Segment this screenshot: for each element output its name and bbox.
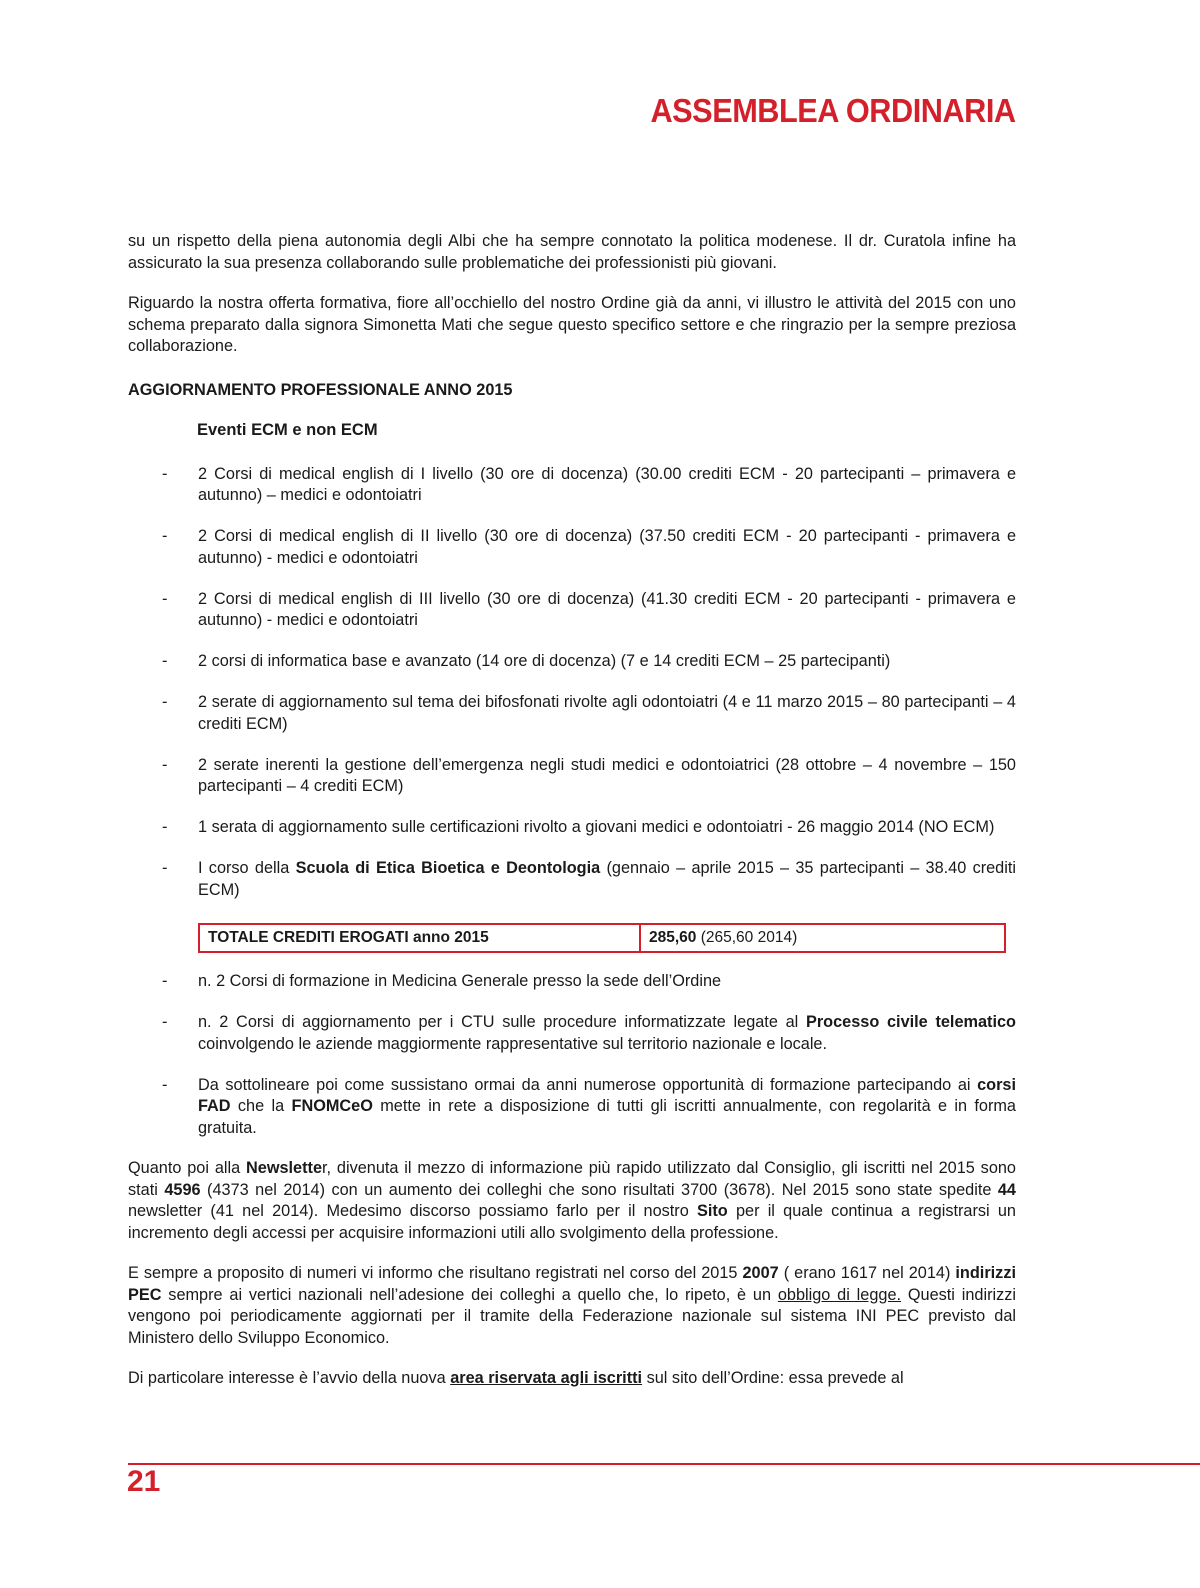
list-item-text: I corso della: [198, 859, 296, 877]
list-item-text: n. 2 Corsi di formazione in Medicina Generale presso la sede dell’Ordine: [198, 972, 722, 990]
list-item: [128, 589, 1016, 632]
school-name: Scuola di Etica Bioetica e Deontologia: [295, 859, 601, 877]
list-item-text: 2 serate di aggiornamento sul tema dei bifosfonati rivolte agli odontoiatri (4 e 11 marzo 2015 – 80 partecipanti – 4 crediti ECM): [198, 693, 1016, 733]
bullet-dash: -: [162, 972, 168, 990]
bullet-dash: -: [162, 693, 168, 711]
reserved-area-link[interactable]: area riservata agli iscritti: [450, 1369, 643, 1387]
paragraph-newsletter: [128, 1158, 1016, 1244]
list-item: [128, 526, 1016, 569]
bullet-dash: -: [162, 1013, 168, 1031]
text-run: Quanto poi alla: [128, 1159, 246, 1177]
text-run: per il quale continua a registrarsi un incremento degli accessi per acquisire informazioni utili allo svolgimento della professione.: [128, 1202, 1016, 1242]
text-run: (4373 nel 2014) con un aumento dei colleghi che sono risultati 3700 (3678). Nel 2015 sono state spedite: [200, 1180, 998, 1199]
pec-term: indirizzi PEC: [128, 1264, 1016, 1304]
page-header-title: ASSEMBLEA ORDINARIA: [650, 92, 1016, 129]
text-run: Di particolare interesse è l’avvio della nuova: [128, 1369, 451, 1387]
total-credits-note: (265,60 2014): [696, 929, 798, 946]
fnomceo: FNOMCeO: [291, 1097, 373, 1115]
list-item-text: 2 Corsi di medical english di III livello (30 ore di docenza) (41.30 crediti ECM - 20 partecipanti - primavera e autunno) - medici e odontoiatri: [198, 589, 1016, 629]
bullet-dash: -: [162, 652, 168, 670]
bullet-dash: -: [162, 464, 168, 483]
obbligo-di-legge: obbligo di legge.: [777, 1285, 902, 1304]
newsletters-sent-count: 44: [997, 1180, 1016, 1199]
bullet-dash: -: [162, 589, 168, 608]
sub-heading: Eventi ECM e non ECM: [197, 421, 378, 439]
processo-civile-telematico: Processo civile telematico: [805, 1013, 1016, 1031]
sito-term: Sito: [697, 1202, 728, 1220]
page-number: 21: [127, 1465, 161, 1498]
list-item-text: coinvolgendo le aziende maggiormente rappresentative sul territorio nazionale e locale.: [198, 1034, 828, 1053]
paragraph-reserved-area: [128, 1368, 1016, 1390]
list-item-text: 2 corsi di informatica base e avanzato (14 ore di docenza) (7 e 14 crediti ECM – 25 partecipanti): [198, 652, 891, 670]
text-run: E sempre a proposito di numeri vi informo che risultano registrati nel corso del 2015: [128, 1264, 743, 1282]
table-row: [199, 924, 1005, 952]
list-item: [128, 651, 1016, 673]
list-item: [128, 755, 1016, 798]
text-run: ( erano 1617 nel 2014): [778, 1264, 956, 1282]
corsi-fad: corsi FAD: [198, 1075, 1016, 1115]
newsletter-term: Newslette: [246, 1159, 323, 1177]
list-item-text: 2 Corsi di medical english di I livello (30 ore di docenza) (30.00 crediti ECM - 20 partecipanti – primavera e autunno) – medici e odontoiatri: [198, 464, 1016, 504]
text-run: Questi indirizzi vengono poi periodicamente aggiornati per il tramite della Federazione nazionale sul sistema INI PEC previsto dal Ministero dello Sviluppo Economico.: [128, 1285, 1017, 1347]
bullet-dash: -: [162, 1075, 168, 1094]
total-credits-label: TOTALE CREDITI EROGATI anno 2015: [199, 924, 640, 952]
list-item-text: mette in rete a disposizione di tutti gli iscritti annualmente, con regolarità e in forma gratuita.: [198, 1097, 1016, 1137]
text-run: r, divenuta il mezzo di informazione più rapido utilizzato dal Consiglio, gli iscritti nel 2015 sono stati: [128, 1159, 1016, 1199]
text-run: sul sito dell’Ordine: essa prevede al: [642, 1369, 904, 1387]
section-heading: AGGIORNAMENTO PROFESSIONALE ANNO 2015: [128, 380, 513, 399]
total-credits-table: [198, 923, 1006, 953]
bullet-dash: -: [162, 755, 168, 774]
pec-count: 2007: [742, 1264, 779, 1282]
list-item: [128, 817, 1016, 839]
list-item: [128, 464, 1016, 507]
list-item: [128, 971, 1016, 993]
document-body: [128, 231, 1016, 1390]
list-item-text: 2 Corsi di medical english di II livello (30 ore di docenza) (37.50 crediti ECM - 20 partecipanti - primavera e autunno) - medici e odontoiatri: [198, 527, 1016, 567]
list-item-text: (gennaio – aprile 2015 – 35 partecipanti – 38.40 crediti ECM): [198, 859, 1016, 899]
paragraph-pec: [128, 1263, 1016, 1349]
list-item-text: 2 serate inerenti la gestione dell’emergenza negli studi medici e odontoiatrici (28 ottobre – 4 novembre – 150 partecipanti – 4 crediti ECM): [198, 755, 1016, 795]
text-run: sempre ai vertici nazionali nell’adesione dei colleghi a quello che, lo ripeto, è un: [161, 1285, 778, 1304]
total-credits-value-cell: [640, 924, 1005, 952]
list-item-text: che la: [230, 1097, 292, 1115]
paragraph-training-offer: Riguardo la nostra offerta formativa, fiore all’occhiello del nostro Ordine già da anni, vi illustro le attività del 2015 con uno schema preparato dalla signora Simonetta Mati che segue questo specifico settore e che ringrazio per la sempre preziosa collaborazione.: [128, 294, 1016, 355]
list-item: [128, 692, 1016, 735]
bullet-dash: -: [162, 527, 168, 545]
text-run: newsletter (41 nel 2014). Medesimo discorso possiamo farlo per il nostro: [128, 1202, 697, 1220]
total-credits-value: 285,60: [649, 929, 697, 946]
list-item: [128, 1075, 1016, 1140]
bullet-dash: -: [162, 818, 168, 836]
list-item-text: n. 2 Corsi di aggiornamento per i CTU sulle procedure informatizzate legate al: [198, 1013, 806, 1031]
list-item-text: Da sottolineare poi come sussistano ormai da anni numerose opportunità di formazione partecipando ai: [198, 1075, 978, 1094]
other-items-list: [128, 971, 1016, 1139]
list-item: [128, 858, 1016, 901]
subscribers-count: 4596: [164, 1180, 201, 1199]
paragraph-intro: su un rispetto della piena autonomia degli Albi che ha sempre connotato la politica modenese. Il dr. Curatola infine ha assicurato la sua presenza collaborando sulle problematiche dei professionisti più giovani.: [128, 232, 1016, 272]
events-list: [128, 464, 1016, 902]
list-item: [128, 1012, 1016, 1055]
bullet-dash: -: [162, 859, 168, 877]
footer-divider: [128, 1463, 1200, 1465]
list-item-text: 1 serata di aggiornamento sulle certificazioni rivolto a giovani medici e odontoiatri - 26 maggio 2014 (NO ECM): [198, 818, 995, 836]
